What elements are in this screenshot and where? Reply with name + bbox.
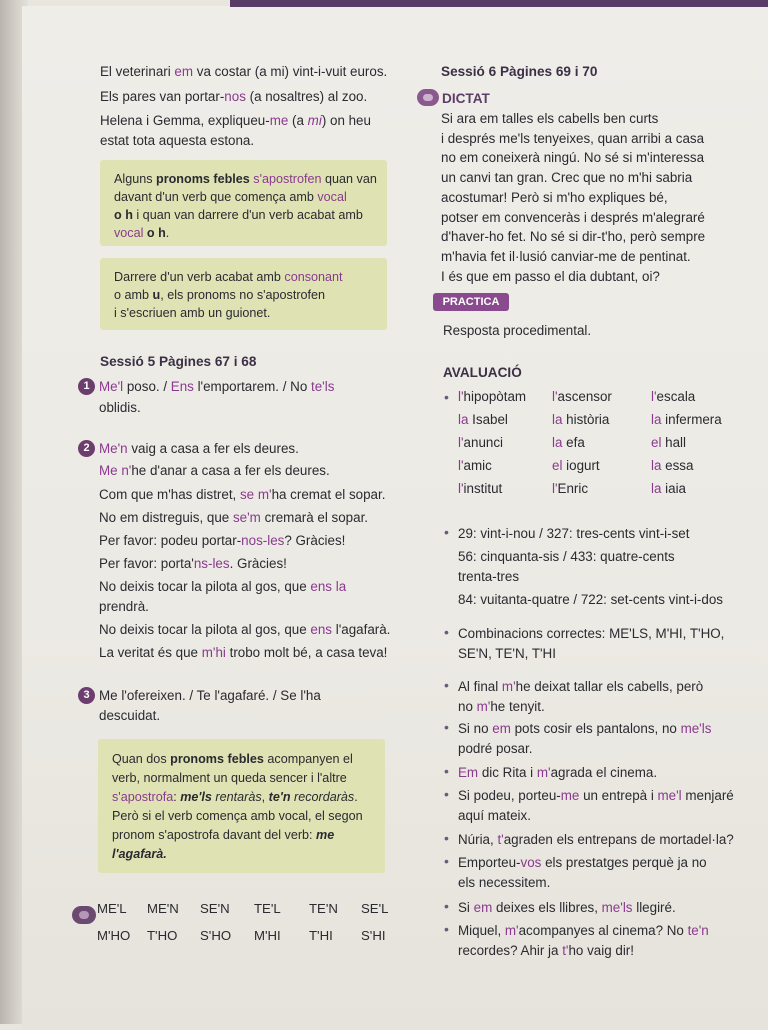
article-noun: la iaia [651, 481, 687, 496]
numbers-line-4: 84: vuitanta-quatre / 722: set-cents vint-i-dos [458, 592, 723, 607]
combination-item: ME'N [147, 901, 179, 916]
exercise-2-line: No em distreguis, que se'm cremarà el sopar. [99, 510, 369, 525]
combination-item: T'HI [309, 928, 333, 943]
dictation-line: Si ara em talles els cabells ben curts [441, 111, 659, 126]
evaluation-sentence-line: els necessitem. [458, 874, 551, 890]
bullet-marker: • [444, 786, 449, 802]
article-noun: l'institut [458, 481, 503, 496]
exercise-2-line: Com que m'has distret, se m'ha cremat el sopar. [99, 487, 386, 502]
exercise-2-line: Me'n vaig a casa a fer els deures. [99, 441, 299, 456]
exercise-3-line-1: Me l'ofereixen. / Te l'agafaré. / Se l'ha [99, 688, 321, 703]
evaluation-sentence-line: no m'he tenyit. [458, 698, 545, 714]
numbers-line-2: 56: cinquanta-sis / 433: quatre-cents [458, 549, 675, 564]
bullet-marker: • [444, 624, 449, 640]
top-accent-bar [230, 0, 768, 7]
evaluation-sentence-line: Núria, t'agraden els entrepans de mortadel·la? [458, 832, 734, 847]
exercise-2-line: prendrà. [99, 599, 149, 614]
article-noun: l'hipopòtam [458, 389, 527, 404]
numbers-line-3: trenta-tres [458, 569, 520, 584]
exercise-2-line: La veritat és que m'hi trobo molt bé, a casa teva! [99, 645, 388, 660]
evaluation-sentence-line: Si podeu, porteu-me un entrepà i me'l menjaré [458, 788, 734, 803]
exercise-2-line: Per favor: podeu portar-nos-les? Gràcies! [99, 533, 346, 548]
rule-box-hyphen: Darrere d'un verb acabat amb consonant o amb u, els pronoms no s'apostrofen i s'escriuen amb un guionet. [100, 258, 387, 330]
practica-badge: PRACTICA [433, 293, 509, 311]
bullet-marker: • [444, 524, 449, 540]
article-noun: la essa [651, 458, 694, 473]
article-noun: el iogurt [552, 458, 600, 473]
bullet-marker: • [444, 853, 449, 869]
article-noun: l'ascensor [552, 389, 612, 404]
article-noun: l'amic [458, 458, 492, 473]
example-line-4: estat tota aquesta estona. [100, 133, 255, 148]
evaluation-sentence-line: Em dic Rita i m'agrada el cinema. [458, 765, 658, 780]
exercise-2-line: Per favor: porta'ns-les. Gràcies! [99, 556, 287, 571]
article-noun: l'anunci [458, 435, 504, 450]
example-line-1: El veterinari em va costar (a mi) vint-i-vuit euros. [100, 64, 388, 79]
bullet-marker: • [444, 921, 449, 937]
combination-item: TE'L [254, 901, 281, 916]
exercise-1-line-1: Me'l poso. / Ens l'emportarem. / No te'ls [99, 379, 335, 394]
evaluation-sentence-line: Miquel, m'acompanyes al cinema? No te'n [458, 923, 709, 938]
bullet-marker: • [444, 719, 449, 735]
combination-item: ME'L [97, 901, 127, 916]
dictation-icon [417, 89, 439, 106]
combination-item: S'HO [200, 928, 232, 943]
combination-item: SE'N [200, 901, 230, 916]
combination-item: M'HO [97, 928, 131, 943]
bullet-marker: • [444, 763, 449, 779]
evaluation-sentence-line: Al final m'he deixat tallar els cabells, però [458, 679, 704, 694]
dictation-line: acostumar! Però si m'ho expliques bé, [441, 189, 668, 205]
evaluation-sentence-line: Si no em pots cosir els pantalons, no me'ls [458, 721, 712, 736]
dictation-line: I és que em passo el dia dubtant, oi? [441, 268, 660, 284]
combination-item: TE'N [309, 901, 338, 916]
dictation-line: d'haver-ho fet. No sé si dir-t'ho, però sempre [441, 229, 706, 245]
numbers-line-1: 29: vint-i-nou / 327: tres-cents vint-i-set [458, 526, 690, 541]
session-6-heading: Sessió 6 Pàgines 69 i 70 [441, 64, 598, 79]
article-noun: la Isabel [458, 412, 508, 427]
exercise-2-line: No deixis tocar la pilota al gos, que ens la [99, 579, 347, 594]
combination-item: SE'L [361, 901, 389, 916]
dictation-line: potser em convenceràs i després m'alegraré [441, 209, 705, 225]
evaluation-sentence-line: podré posar. [458, 740, 533, 756]
exercise-2-badge: 2 [78, 440, 95, 457]
bullet-marker: • [444, 898, 449, 914]
exercise-2-line: No deixis tocar la pilota al gos, que ens l'agafarà. [99, 622, 391, 637]
evaluation-sentence-line: Emporteu-vos els prestatges perquè ja no [458, 855, 707, 870]
bullet-marker: • [444, 830, 449, 846]
bullet-marker: • [444, 389, 449, 405]
combination-item: S'HI [361, 928, 386, 943]
article-noun: la infermera [651, 412, 722, 427]
combination-icon [72, 906, 96, 924]
article-noun: l'escala [651, 389, 696, 404]
dictation-line: no em coneixerà ningú. No sé si m'interessa [441, 150, 705, 166]
combination-item: T'HO [147, 928, 178, 943]
combinations-line-2: SE'N, TE'N, T'HI [458, 646, 556, 661]
article-noun: la efa [552, 435, 585, 450]
practica-text: Resposta procedimental. [443, 323, 592, 338]
combination-item: M'HI [254, 928, 281, 943]
exercise-1-badge: 1 [78, 378, 95, 395]
example-line-3: Helena i Gemma, expliqueu-me (a mi) on heu [100, 113, 371, 128]
session-5-heading: Sessió 5 Pàgines 67 i 68 [100, 354, 257, 369]
bullet-marker: • [444, 677, 449, 693]
example-line-2: Els pares van portar-nos (a nosaltres) al zoo. [100, 89, 368, 104]
exercise-3-line-2: descuidat. [99, 708, 161, 723]
evaluation-sentence-line: Si em deixes els llibres, me'ls llegiré. [458, 900, 676, 915]
exercise-1-line-2: oblidis. [99, 400, 141, 415]
dictation-line: i després me'ls tenyeixes, quan arribi a casa [441, 130, 705, 146]
dictation-line: un canvi tan gran. Crec que no m'hi sabria [441, 170, 693, 186]
evaluation-sentence-line: recordes? Ahir ja t'ho vaig dir! [458, 942, 634, 958]
dictation-line: m'havia fet il·lusió canviar-me de pentinat. [441, 248, 691, 264]
exercise-3-badge: 3 [78, 687, 95, 704]
rule-box-two-pronouns: Quan dos pronoms febles acompanyen el verb, normalment un queda sencer i l'altre s'apostrofa: me'ls rentaràs, te'n recordaràs. Però si el verb comença amb vocal, el segon pronom s'apostrofa davant del verb: me l'agafarà. [98, 739, 385, 873]
article-noun: el hall [651, 435, 687, 450]
dictat-heading: DICTAT [442, 91, 490, 106]
combinations-line-1: Combinacions correctes: ME'LS, M'HI, T'HO, [458, 626, 725, 641]
evaluation-sentence-line: aquí mateix. [458, 807, 531, 823]
exercise-2-line: Me n'he d'anar a casa a fer els deures. [99, 463, 330, 478]
article-noun: l'Enric [552, 481, 589, 496]
rule-box-apostrophe: Alguns pronoms febles s'apostrofen quan van davant d'un verb que comença amb vocal o h i quan van darrere d'un verb acabat amb vocal o h. [100, 160, 387, 246]
avaluacio-heading: AVALUACIÓ [443, 365, 522, 380]
article-noun: la història [552, 412, 610, 427]
